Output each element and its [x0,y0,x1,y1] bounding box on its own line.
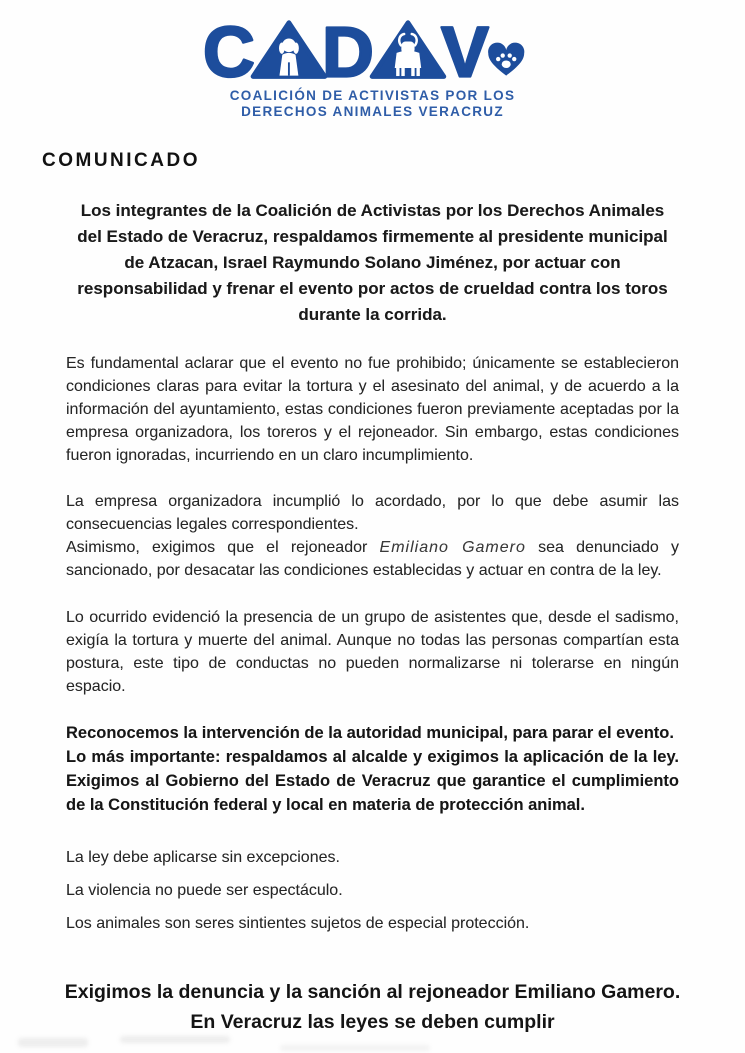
closing-line1: Exigimos la denuncia y la sanción al rejoneador Emiliano Gamero. [64,981,681,1003]
scan-artifact [120,1036,230,1043]
rejoneador-text-before: Asimismo, exigimos que el rejoneador [66,539,380,556]
paragraph-empresa: La empresa organizadora incumplió lo acordado, por lo que debe asumir las consecuencias legales correspondientes. [66,493,679,533]
letter-c: C [202,16,255,86]
statement-violencia: La violencia no puede ser espectáculo. [66,882,343,899]
cadav-wordmark [202,16,544,86]
cadav-logo [0,0,745,120]
rejoneador-name: Emiliano Gamero [379,539,526,556]
heart-paw-icon [488,43,524,76]
closing-line2: En Veracruz las leyes se deben cumplir [190,1011,555,1033]
statement-animales: Los animales son seres sintientes sujetos de especial protección. [66,915,530,932]
logo-subtitle-line1: COALICIÓN DE ACTIVISTAS POR LOS [229,88,516,103]
letter-d: D [321,16,374,86]
paragraph-group-empresa [66,490,679,582]
paragraph-evento: Es fundamental aclarar que el evento no fue prohibido; únicamente se establecieron condiciones claras para evitar la tortura y el asesinato del animal, y de acuerdo a la información del ayuntamiento, estas condiciones fueron previamente aceptadas por la empresa organizadora, los toreros y el rejoneador. Sin embargo, estas condiciones fueron ignoradas, incurriendo en un claro incumplimiento. [66,355,679,464]
statement-ley: La ley debe aplicarse sin excepciones. [66,849,340,866]
paragraph-reconocemos: Reconocemos la intervención de la autoridad municipal, para parar el evento. [66,724,674,742]
scan-artifact [280,1045,430,1051]
paragraph-group-reconocemos [66,721,679,817]
lead-paragraph: Los integrantes de la Coalición de Activistas por los Derechos Animales del Estado de Veracruz, respaldamos firmemente al presidente municipal de Atzacan, Israel Raymundo Solano Jiménez, por actuar con responsabilidad y frenar el evento por actos de crueldad contra los toros durante la corrida. [77,201,668,324]
paragraph-importante: Lo más importante: respaldamos al alcalde y exigimos la aplicación de la ley. Exigimos al Gobierno del Estado de Veracruz que garantice el cumplimiento de la Constitución federal y local en materia de protección animal. [66,748,679,814]
closing-demand [30,977,715,1037]
logo-subtitle [0,88,745,120]
document-heading: COMUNICADO [42,150,200,171]
letter-v: V [440,16,489,86]
logo-subtitle-line2: DERECHOS ANIMALES VERACRUZ [241,104,504,119]
paragraph-asistentes: Lo ocurrido evidenció la presencia de un grupo de asistentes que, desde el sadismo, exigía la tortura y muerte del animal. Aunque no todas las personas compartían esta postura, este tipo de conductas no pueden normalizarse ni tolerarse en ningún espacio. [66,609,679,695]
rejoneador-text-after: sea denunciado y sancionado, por desacatar las condiciones establecidas y actuar en contra de la ley. [66,539,680,579]
paragraph-rejoneador [66,536,679,582]
scan-artifact [18,1038,88,1047]
